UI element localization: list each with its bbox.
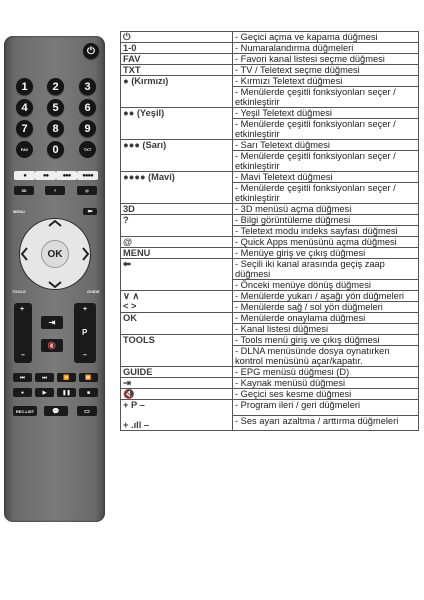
description-cell: - Kırmızı Teletext düğmesi bbox=[233, 76, 419, 87]
key-cell: ●● (Yeşil) bbox=[121, 108, 233, 140]
key-cell: ⬅ bbox=[121, 259, 233, 291]
number-key-fav: FAV bbox=[16, 141, 33, 158]
description-cell: - Menülerde çeşitli fonksiyonları seçer / etkinleştirir bbox=[233, 119, 419, 140]
info-key: ? bbox=[45, 186, 65, 195]
description-cell: - Geçici ses kesme düğmesi bbox=[233, 389, 419, 400]
ok-key: OK bbox=[41, 240, 69, 268]
key-cell: @ bbox=[121, 237, 233, 248]
table-row bbox=[121, 65, 419, 76]
table-row bbox=[121, 400, 419, 416]
key-cell: 1-0 bbox=[121, 43, 233, 54]
table-row bbox=[121, 389, 419, 400]
table-row bbox=[121, 140, 419, 151]
table-row bbox=[121, 259, 419, 280]
prev-key: ⏮ bbox=[13, 373, 32, 382]
table-row bbox=[121, 291, 419, 302]
description-cell: - Kaynak menüsü düğmesi bbox=[233, 378, 419, 389]
number-key-6: 6 bbox=[79, 99, 96, 116]
number-key-0: 0 bbox=[47, 141, 64, 158]
red-key: ● bbox=[14, 171, 35, 180]
menu-label: MENU bbox=[13, 209, 25, 214]
chat-key: 💬 bbox=[44, 406, 68, 416]
number-key-2: 2 bbox=[47, 78, 64, 95]
power-button: ⏻ bbox=[83, 43, 99, 59]
description-cell: - Bilgi görüntüleme düğmesi bbox=[233, 215, 419, 226]
back-key: ⬅ bbox=[83, 208, 97, 215]
key-cell: TOOLS bbox=[121, 335, 233, 367]
description-cell: - Numaralandırma düğmeleri bbox=[233, 43, 419, 54]
rec-list-key: REC.LIST bbox=[13, 406, 37, 416]
number-key-1: 1 bbox=[16, 78, 33, 95]
blue-key: ●●●● bbox=[77, 171, 98, 180]
table-row bbox=[121, 76, 419, 87]
number-key-7: 7 bbox=[16, 120, 33, 137]
description-cell: - Yeşil Teletext düğmesi bbox=[233, 108, 419, 119]
table-row bbox=[121, 237, 419, 248]
key-cell: ? bbox=[121, 215, 233, 237]
description-cell: - Menülerde çeşitli fonksiyonları seçer / etkinleştirir bbox=[233, 151, 419, 172]
program-plus: + bbox=[83, 306, 88, 313]
rewind-key: ⏪ bbox=[57, 373, 76, 382]
table-row bbox=[121, 248, 419, 259]
table-row bbox=[121, 43, 419, 54]
record-key: ● bbox=[13, 388, 32, 397]
volume-minus: – bbox=[21, 352, 25, 359]
pause-key: ❚❚ bbox=[57, 388, 76, 397]
key-cell: TXT bbox=[121, 65, 233, 76]
green-key: ●● bbox=[35, 171, 56, 180]
description-cell: - Sarı Teletext düğmesi bbox=[233, 140, 419, 151]
description-cell: - Program ileri / geri düğmeleri bbox=[233, 400, 419, 416]
table-row bbox=[121, 313, 419, 324]
key-cell: GUIDE bbox=[121, 367, 233, 378]
description-cell: - Menülerde çeşitli fonksiyonları seçer / etkinleştirir bbox=[233, 183, 419, 204]
description-cell: - 3D menüsü açma düğmesi bbox=[233, 204, 419, 215]
key-cell: ⏻ bbox=[121, 32, 233, 43]
table-row bbox=[121, 335, 419, 346]
description-cell: - Favori kanal listesi seçme düğmesi bbox=[233, 54, 419, 65]
description-cell: - Mavi Teletext düğmesi bbox=[233, 172, 419, 183]
description-cell: - Quick Apps menüsünü açma düğmesi bbox=[233, 237, 419, 248]
key-function-table bbox=[120, 31, 419, 431]
key-cell: 🔇 bbox=[121, 389, 233, 400]
number-key-3: 3 bbox=[79, 78, 96, 95]
description-cell: - Menülerde çeşitli fonksiyonları seçer / etkinleştirir bbox=[233, 87, 419, 108]
play-key: ▶ bbox=[35, 388, 54, 397]
key-cell: OK bbox=[121, 313, 233, 335]
program-minus: – bbox=[83, 352, 87, 359]
table-row bbox=[121, 172, 419, 183]
stop-key: ■ bbox=[79, 388, 98, 397]
description-cell: - DLNA menüsünde dosya oynatırken kontrol menüsünü açar/kapatır. bbox=[233, 346, 419, 367]
remote-control-illustration bbox=[4, 36, 105, 522]
number-key-9: 9 bbox=[79, 120, 96, 137]
key-cell: FAV bbox=[121, 54, 233, 65]
volume-plus: + bbox=[20, 306, 25, 313]
table-row bbox=[121, 204, 419, 215]
description-cell: - Seçili iki kanal arasında geçiş zaap düğmesi bbox=[233, 259, 419, 280]
key-cell: + P – + .ıll – bbox=[121, 400, 233, 431]
quick-apps-key: @ bbox=[77, 186, 97, 195]
description-cell: - EPG menüsü düğmesi (D) bbox=[233, 367, 419, 378]
description-cell: - Teletext modu indeks sayfası düğmesi bbox=[233, 226, 419, 237]
number-key-8: 8 bbox=[47, 120, 64, 137]
3d-key: 3D bbox=[14, 186, 34, 195]
screen-key: ▭ bbox=[77, 406, 97, 416]
guide-label: GUIDE bbox=[87, 289, 100, 294]
description-cell: - Ses ayarı azaltma / arttırma düğmeleri bbox=[233, 415, 419, 431]
description-cell: - Menülerde onaylama düğmesi bbox=[233, 313, 419, 324]
description-cell: - Önceki menüye dönüş düğmesi bbox=[233, 280, 419, 291]
yellow-key: ●●● bbox=[56, 171, 77, 180]
description-cell: - Menülerde yukarı / aşağı yön düğmeleri bbox=[233, 291, 419, 302]
source-key: ⇥ bbox=[41, 316, 63, 329]
key-cell: ● (Kırmızı) bbox=[121, 76, 233, 108]
forward-key: ⏩ bbox=[79, 373, 98, 382]
next-key: ⏭ bbox=[35, 373, 54, 382]
description-cell: - TV / Teletext seçme düğmesi bbox=[233, 65, 419, 76]
number-key-4: 4 bbox=[16, 99, 33, 116]
tools-label: TOOLS bbox=[12, 289, 26, 294]
key-cell: ●●● (Sarı) bbox=[121, 140, 233, 172]
program-p: P bbox=[82, 328, 88, 337]
table-row bbox=[121, 378, 419, 389]
description-cell: - Geçici açma ve kapama düğmesi bbox=[233, 32, 419, 43]
description-cell: - Menülerde sağ / sol yön düğmeleri bbox=[233, 302, 419, 313]
description-cell: - Tools menü giriş ve çıkış düğmesi bbox=[233, 335, 419, 346]
number-key-txt: TXT bbox=[79, 141, 96, 158]
table-row bbox=[121, 108, 419, 119]
key-cell: ∨ ∧ < > bbox=[121, 291, 233, 313]
table-row bbox=[121, 215, 419, 226]
table-row bbox=[121, 32, 419, 43]
table-row bbox=[121, 367, 419, 378]
table-row bbox=[121, 54, 419, 65]
mute-key: 🔇 bbox=[41, 339, 63, 352]
key-cell: 3D bbox=[121, 204, 233, 215]
number-key-5: 5 bbox=[47, 99, 64, 116]
key-cell: MENU bbox=[121, 248, 233, 259]
description-cell: - Kanal listesi düğmesi bbox=[233, 324, 419, 335]
key-cell: ⇥ bbox=[121, 378, 233, 389]
key-cell: ●●●● (Mavi) bbox=[121, 172, 233, 204]
description-cell: - Menüye giriş ve çıkış düğmesi bbox=[233, 248, 419, 259]
